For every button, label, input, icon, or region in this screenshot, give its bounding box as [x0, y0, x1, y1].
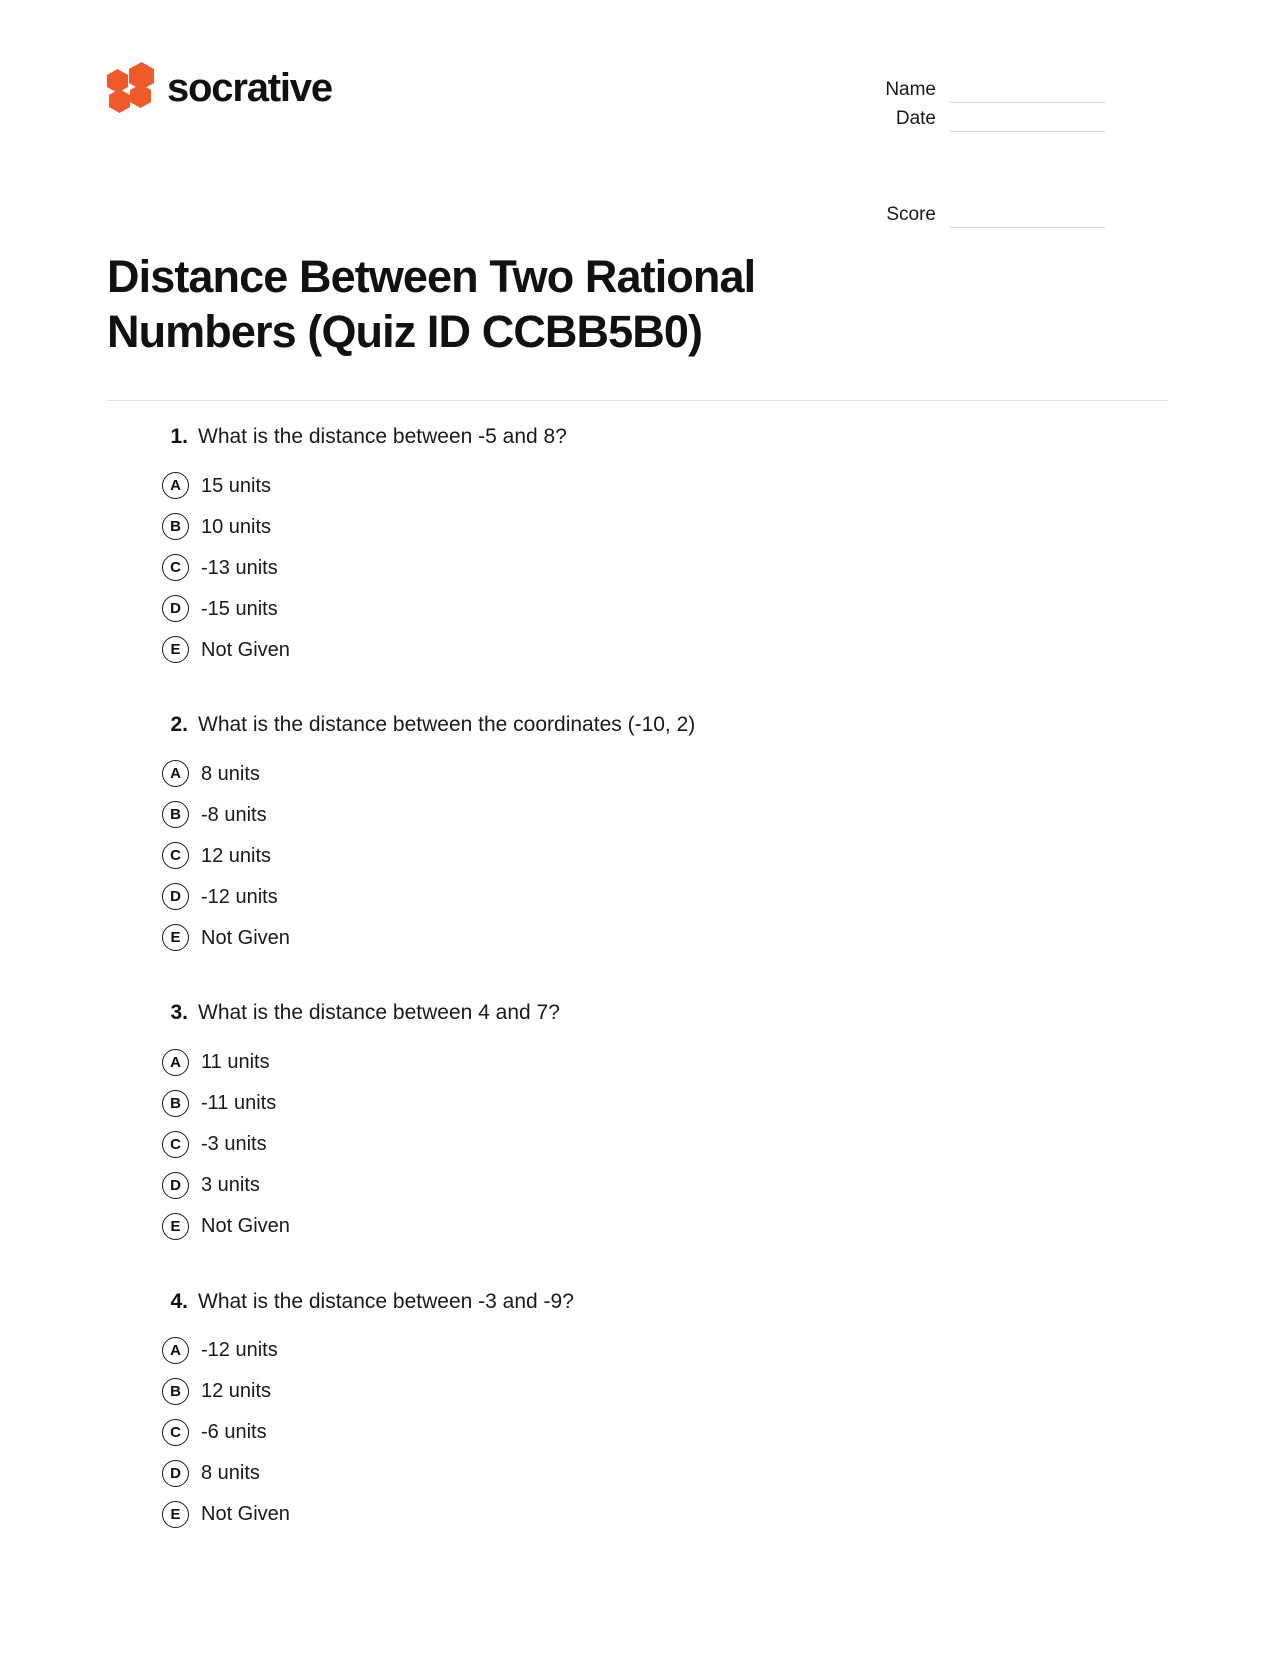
- answer-bubble[interactable]: D: [162, 883, 189, 910]
- answer-choice[interactable]: [107, 1453, 1168, 1494]
- answer-bubble[interactable]: B: [162, 513, 189, 540]
- answer-choice[interactable]: [107, 465, 1168, 506]
- answer-choice[interactable]: [107, 835, 1168, 876]
- answer-choice-label: -11 units: [201, 1092, 277, 1115]
- answer-bubble[interactable]: A: [162, 760, 189, 787]
- answer-choice[interactable]: [107, 876, 1168, 917]
- question-item: [107, 423, 1168, 670]
- answer-bubble[interactable]: C: [162, 554, 189, 581]
- score-field-row: [805, 199, 1105, 228]
- answer-choice-label: 12 units: [201, 1380, 272, 1403]
- answer-choice-label: -12 units: [201, 1339, 278, 1362]
- page-header: [0, 0, 1275, 228]
- score-input-line[interactable]: [950, 226, 1105, 228]
- question-header: [107, 711, 1168, 738]
- answer-choice-label: -8 units: [201, 803, 267, 826]
- student-info-block: [805, 62, 1105, 228]
- answer-choice-label: 15 units: [201, 474, 272, 497]
- hexagon-icon-top-left: [107, 69, 128, 93]
- answer-choice[interactable]: [107, 1206, 1168, 1247]
- answer-choice[interactable]: [107, 588, 1168, 629]
- answer-bubble[interactable]: D: [162, 1172, 189, 1199]
- answer-bubble[interactable]: B: [162, 1378, 189, 1405]
- answer-choice-label: -3 units: [201, 1133, 267, 1156]
- answer-bubble[interactable]: E: [162, 1501, 189, 1528]
- answer-choice[interactable]: [107, 1124, 1168, 1165]
- answer-choice[interactable]: [107, 753, 1168, 794]
- answer-choice-label: 10 units: [201, 515, 272, 538]
- questions-list: [0, 401, 1275, 1535]
- question-text: What is the distance between the coordinates (-10, 2): [198, 713, 696, 737]
- answer-choice-label: -15 units: [201, 597, 278, 620]
- name-label: Name: [885, 79, 936, 100]
- answer-bubble[interactable]: C: [162, 1131, 189, 1158]
- meta-spacer: [805, 132, 1105, 199]
- question-number: 2.: [170, 713, 188, 737]
- answer-choice-label: Not Given: [201, 1215, 290, 1238]
- answer-bubble[interactable]: E: [162, 1213, 189, 1240]
- socrative-logo: [107, 62, 332, 114]
- answer-choice[interactable]: [107, 1165, 1168, 1206]
- brand-wordmark: socrative: [167, 66, 332, 110]
- answer-bubble[interactable]: C: [162, 1419, 189, 1446]
- answer-choice-label: Not Given: [201, 638, 290, 661]
- answer-choice-label: 3 units: [201, 1174, 260, 1197]
- answer-bubble[interactable]: A: [162, 472, 189, 499]
- answer-choice[interactable]: [107, 547, 1168, 588]
- answer-choice-label: Not Given: [201, 1503, 290, 1526]
- answer-choice[interactable]: [107, 1412, 1168, 1453]
- hexagon-icon-bottom-left: [109, 89, 130, 113]
- answer-choice-label: -13 units: [201, 556, 278, 579]
- date-label: Date: [895, 108, 936, 129]
- question-number: 3.: [170, 1001, 188, 1025]
- question-text: What is the distance between 4 and 7?: [198, 1001, 560, 1025]
- score-label: Score: [886, 204, 936, 225]
- question-number: 1.: [170, 424, 188, 448]
- name-input-line[interactable]: [950, 101, 1105, 103]
- question-item: [107, 711, 1168, 958]
- answer-choice[interactable]: [107, 1330, 1168, 1371]
- answer-choice-label: -6 units: [201, 1421, 267, 1444]
- answer-choice[interactable]: [107, 506, 1168, 547]
- hexagon-logo-icon: [107, 63, 153, 113]
- answer-bubble[interactable]: A: [162, 1337, 189, 1364]
- hexagon-icon-bottom-right: [130, 84, 151, 108]
- answer-bubble[interactable]: D: [162, 595, 189, 622]
- answer-choice[interactable]: [107, 794, 1168, 835]
- answer-choice[interactable]: [107, 917, 1168, 958]
- answer-choice-label: Not Given: [201, 926, 290, 949]
- answer-bubble[interactable]: D: [162, 1460, 189, 1487]
- question-header: [107, 999, 1168, 1026]
- answer-bubble[interactable]: A: [162, 1049, 189, 1076]
- title-block: [0, 228, 867, 360]
- answer-choice[interactable]: [107, 629, 1168, 670]
- question-text: What is the distance between -3 and -9?: [198, 1289, 574, 1313]
- answer-choice[interactable]: [107, 1083, 1168, 1124]
- answer-choice[interactable]: [107, 1371, 1168, 1412]
- answer-bubble[interactable]: B: [162, 801, 189, 828]
- answer-bubble[interactable]: E: [162, 636, 189, 663]
- answer-choice-label: 12 units: [201, 844, 272, 867]
- answer-choice-label: 8 units: [201, 762, 260, 785]
- answer-bubble[interactable]: B: [162, 1090, 189, 1117]
- answer-choice[interactable]: [107, 1042, 1168, 1083]
- answer-bubble[interactable]: C: [162, 842, 189, 869]
- answer-choice[interactable]: [107, 1494, 1168, 1535]
- answer-choice-label: 8 units: [201, 1462, 260, 1485]
- date-input-line[interactable]: [950, 130, 1105, 132]
- question-header: [107, 423, 1168, 450]
- question-header: [107, 1288, 1168, 1315]
- answer-bubble[interactable]: E: [162, 924, 189, 951]
- question-item: [107, 1288, 1168, 1535]
- page-title: Distance Between Two Rational Numbers (Quiz ID CCBB5B0): [107, 251, 756, 357]
- question-text: What is the distance between -5 and 8?: [198, 424, 567, 448]
- question-item: [107, 999, 1168, 1246]
- answer-choice-label: -12 units: [201, 885, 278, 908]
- question-number: 4.: [170, 1289, 188, 1313]
- answer-choice-label: 11 units: [201, 1051, 270, 1074]
- name-field-row: [805, 74, 1105, 103]
- date-field-row: [805, 103, 1105, 132]
